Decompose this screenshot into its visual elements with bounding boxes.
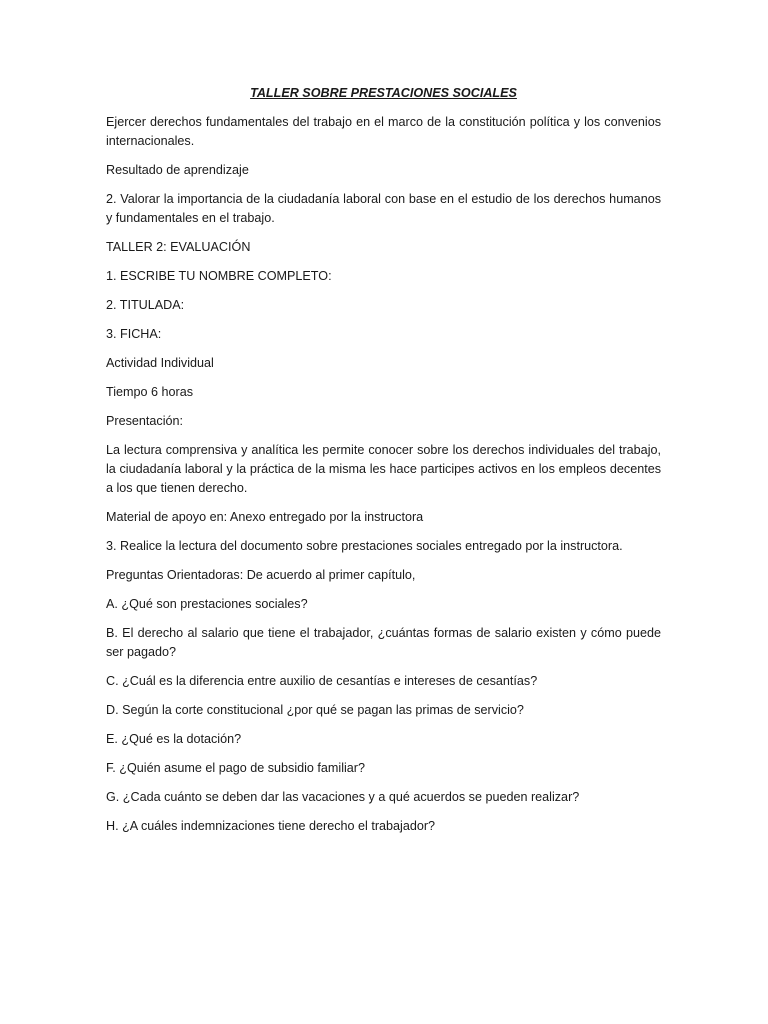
- titulada-prompt: 2. TITULADA:: [106, 298, 185, 312]
- question-h: H. ¿A cuáles indemnizaciones tiene derecho el trabajador?: [106, 819, 436, 833]
- ficha-prompt: 3. FICHA:: [106, 327, 162, 341]
- question-e: E. ¿Qué es la dotación?: [106, 732, 242, 746]
- time-allotted: Tiempo 6 horas: [106, 385, 194, 399]
- presentation-heading: Presentación:: [106, 414, 184, 428]
- presentation-text: La lectura comprensiva y analítica les permite conocer sobre los derechos individuales del trabajo, la ciudadanía laboral y la práctica de la misma les hace participes activos en los empleos decentes a los que tienen derecho.: [106, 443, 661, 495]
- intro-paragraph: Ejercer derechos fundamentales del trabajo en el marco de la constitución política y los convenios internacionales.: [106, 115, 661, 148]
- name-prompt: 1. ESCRIBE TU NOMBRE COMPLETO:: [106, 269, 332, 283]
- question-f: F. ¿Quién asume el pago de subsidio familiar?: [106, 761, 366, 775]
- workshop-heading: TALLER 2: EVALUACIÓN: [106, 240, 251, 254]
- learning-outcome-text: 2. Valorar la importancia de la ciudadanía laboral con base en el estudio de los derechos humanos y fundamentales en el trabajo.: [106, 192, 661, 225]
- learning-outcome-heading: Resultado de aprendizaje: [106, 163, 249, 177]
- question-d: D. Según la corte constitucional ¿por qué se pagan las primas de servicio?: [106, 703, 524, 717]
- question-c: C. ¿Cuál es la diferencia entre auxilio de cesantías e intereses de cesantías?: [106, 674, 538, 688]
- document-title: TALLER SOBRE PRESTACIONES SOCIALES: [250, 86, 517, 100]
- activity-type: Actividad Individual: [106, 356, 214, 370]
- guiding-questions-heading: Preguntas Orientadoras: De acuerdo al primer capítulo,: [106, 568, 416, 582]
- reading-instruction: 3. Realice la lectura del documento sobre prestaciones sociales entregado por la instructora.: [106, 539, 623, 553]
- question-b: B. El derecho al salario que tiene el trabajador, ¿cuántas formas de salario existen y cómo puede ser pagado?: [106, 626, 661, 659]
- support-material: Material de apoyo en: Anexo entregado por la instructora: [106, 510, 424, 524]
- document-page: [106, 84, 661, 846]
- question-a: A. ¿Qué son prestaciones sociales?: [106, 597, 308, 611]
- question-g: G. ¿Cada cuánto se deben dar las vacaciones y a qué acuerdos se pueden realizar?: [106, 790, 580, 804]
